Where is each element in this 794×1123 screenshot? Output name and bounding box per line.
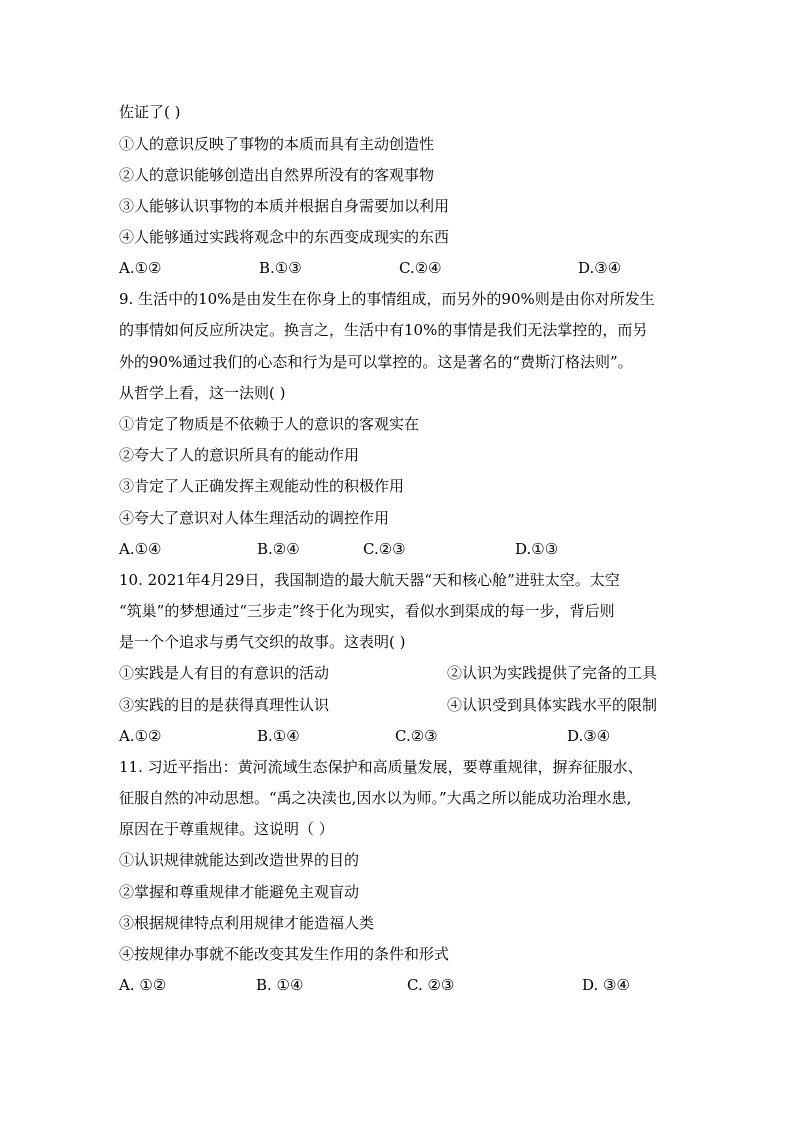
q9-stem-line-4: 从哲学上看，这一法则( ) <box>119 384 286 402</box>
q10-option-c[interactable]: C.②③ <box>395 727 438 745</box>
q9-statement-3: ③肯定了人正确发挥主观能动性的积极作用 <box>119 477 405 495</box>
q8-options <box>119 258 679 278</box>
q10-option-d[interactable]: D.③④ <box>567 727 611 745</box>
q10-stem-line-2: “筑巢”的梦想通过“三步走”终于化为现实，看似水到渠成的每一步，背后则 <box>119 602 615 620</box>
q9-statement-1: ①肯定了物质是不依赖于人的意识的客观实在 <box>119 415 420 433</box>
q10-statement-4: ④认识受到具体实践水平的限制 <box>447 696 658 714</box>
q9-statement-4: ④夸大了意识对人体生理活动的调控作用 <box>119 509 390 527</box>
q10-statement-3: ③实践的目的是获得真理性认识 <box>119 696 330 714</box>
q9-stem-line-2: 的事情如何反应所决定。换言之，生活中有10%的事情是我们无法掌控的，而另 <box>119 321 648 339</box>
q8-statement-2: ②人的意识能够创造出自然界所没有的客观事物 <box>119 166 435 184</box>
q10-stem-line-1: 10. 2021年4月29日，我国制造的最大航天器“天和核心舱”进驻太空。太空 <box>119 571 620 589</box>
q10-statement-1: ①实践是人有目的有意识的活动 <box>119 664 330 682</box>
q10-statements-row-2 <box>119 695 679 715</box>
q11-statement-1: ①认识规律就能达到改造世界的目的 <box>119 851 360 869</box>
q10-stem-line-3: 是一个个追求与勇气交织的故事。这表明( ) <box>119 633 406 651</box>
q11-statement-3: ③根据规律特点利用规律才能造福人类 <box>119 914 375 932</box>
q10-option-a[interactable]: A.①② <box>119 727 162 745</box>
q9-stem-line-1: 9. 生活中的10%是由发生在你身上的事情组成，而另外的90%则是由你对所发生 <box>119 290 655 308</box>
q8-statement-1: ①人的意识反映了事物的本质而具有主动创造性 <box>119 135 435 153</box>
q8-option-b[interactable]: B.①③ <box>259 259 302 277</box>
q9-options <box>119 539 679 559</box>
q9-option-d[interactable]: D.①③ <box>515 540 559 558</box>
q8-stem-tail: 佐证了( ) <box>119 103 181 121</box>
q10-option-b[interactable]: B.①④ <box>257 727 300 745</box>
q8-option-a[interactable]: A.①② <box>119 259 162 277</box>
q11-option-c[interactable]: C. ②③ <box>407 976 455 994</box>
q11-stem-line-3: 原因在于尊重规律。这说明（ ） <box>119 820 334 838</box>
q9-statement-2: ②夸大了人的意识所具有的能动作用 <box>119 446 360 464</box>
q11-statement-4: ④按规律办事就不能改变其发生作用的条件和形式 <box>119 945 450 963</box>
q9-stem-line-3: 外的90%通过我们的心态和行为是可以掌控的。这是著名的“费斯汀格法则”。 <box>119 353 633 371</box>
q10-statement-2: ②认识为实践提供了完备的工具 <box>447 664 658 682</box>
q9-option-a[interactable]: A.①④ <box>119 540 162 558</box>
q10-options <box>119 726 679 746</box>
q11-option-b[interactable]: B. ①④ <box>256 976 304 994</box>
q11-option-d[interactable]: D. ③④ <box>582 976 630 994</box>
q11-stem-line-2: 征服自然的冲动思想。“禹之决渎也,因水以为师。”大禹之所以能成功治理水患, <box>119 789 632 807</box>
q8-option-d[interactable]: D.③④ <box>578 259 622 277</box>
q11-statement-2: ②掌握和尊重规律才能避免主观盲动 <box>119 883 360 901</box>
q10-statements-row-1 <box>119 663 679 683</box>
q8-option-c[interactable]: C.②④ <box>399 259 442 277</box>
q11-option-a[interactable]: A. ①② <box>119 976 167 994</box>
q9-option-c[interactable]: C.②③ <box>363 540 406 558</box>
q11-stem-line-1: 11. 习近平指出：黄河流域生态保护和高质量发展，要尊重规律，摒弃征服水、 <box>119 758 643 776</box>
q8-statement-4: ④人能够通过实践将观念中的东西变成现实的东西 <box>119 228 450 246</box>
q9-option-b[interactable]: B.②④ <box>257 540 300 558</box>
q8-statement-3: ③人能够认识事物的本质并根据自身需要加以利用 <box>119 197 450 215</box>
q11-options <box>119 975 679 995</box>
